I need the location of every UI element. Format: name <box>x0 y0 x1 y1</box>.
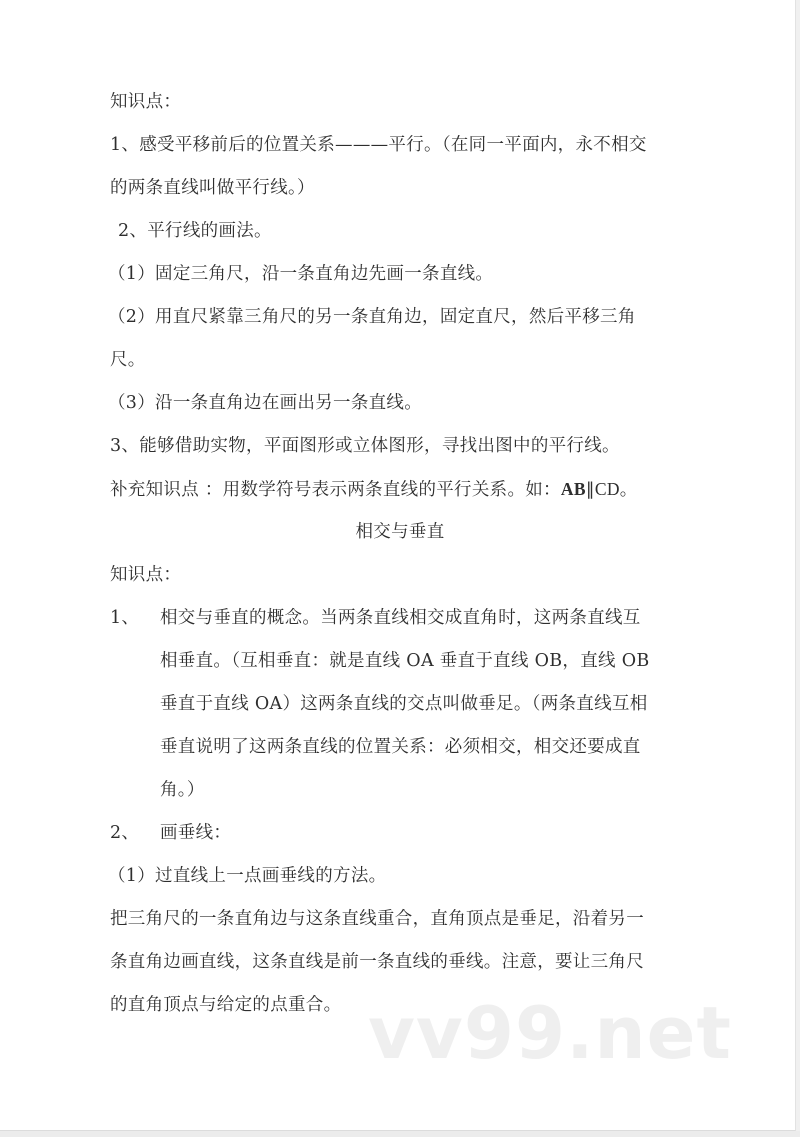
supplement-cd: CD。 <box>594 479 638 499</box>
parallel-symbol: ∥ <box>585 479 595 499</box>
watermark: vv99.net <box>368 991 732 1075</box>
section1-step1: （1）固定三角尺，沿一条直角边先画一条直线。 <box>108 264 494 284</box>
section2-item1-line3: 垂直于直线 OA）这两条直线的交点叫做垂足。（两条直线互相 <box>160 694 648 714</box>
section2-item2-text: 画垂线： <box>160 823 232 843</box>
section2-item1-number: 1、 <box>110 608 140 628</box>
section1-item2: 2、平行线的画法。 <box>118 221 272 241</box>
section1-supplement <box>110 477 638 502</box>
section2-sub1: （1）过直线上一点画垂线的方法。 <box>108 866 387 886</box>
supplement-ab: AB <box>560 479 586 499</box>
section1-item1-line1: 1、感受平移前后的位置关系———平行。（在同一平面内，永不相交 <box>110 135 647 155</box>
section1-step2-line1: （2）用直尺紧靠三角尺的另一条直角边，固定直尺，然后平移三角 <box>108 307 636 327</box>
supplement-prefix: 补充知识点 ：用数学符号表示两条直线的平行关系。如： <box>110 480 561 500</box>
section1-item1-line2: 的两条直线叫做平行线。） <box>110 178 315 198</box>
section1-heading: 知识点： <box>110 92 182 112</box>
section1-step2-line2: 尺。 <box>110 350 146 370</box>
section2-item2-number: 2、 <box>110 823 140 843</box>
section2-para-line1: 把三角尺的一条直角边与这条直线重合，直角顶点是垂足，沿着另一 <box>110 909 644 929</box>
section2-item1-line2: 相垂直。（互相垂直：就是直线 OA 垂直于直线 OB，直线 OB <box>160 651 650 671</box>
section1-item3: 3、能够借助实物，平面图形或立体图形，寻找出图中的平行线。 <box>110 436 620 456</box>
section2-item1-line1: 相交与垂直的概念。当两条直线相交成直角时，这两条直线互 <box>160 608 641 628</box>
section2-item1-line5: 角。） <box>160 780 205 800</box>
section2-para-line3: 的直角顶点与给定的点重合。 <box>110 995 342 1015</box>
page-bottom-edge <box>0 1131 800 1137</box>
section2-para-line2: 条直角边画直线，这条直线是前一条直线的垂线。注意，要让三角尺 <box>110 952 644 972</box>
section1-step3: （3）沿一条直角边在画出另一条直线。 <box>108 393 423 413</box>
section2-heading: 知识点： <box>110 565 182 585</box>
section2-item1-line4: 垂直说明了这两条直线的位置关系：必须相交，相交还要成直 <box>160 737 641 757</box>
section2-title: 相交与垂直 <box>355 522 445 542</box>
